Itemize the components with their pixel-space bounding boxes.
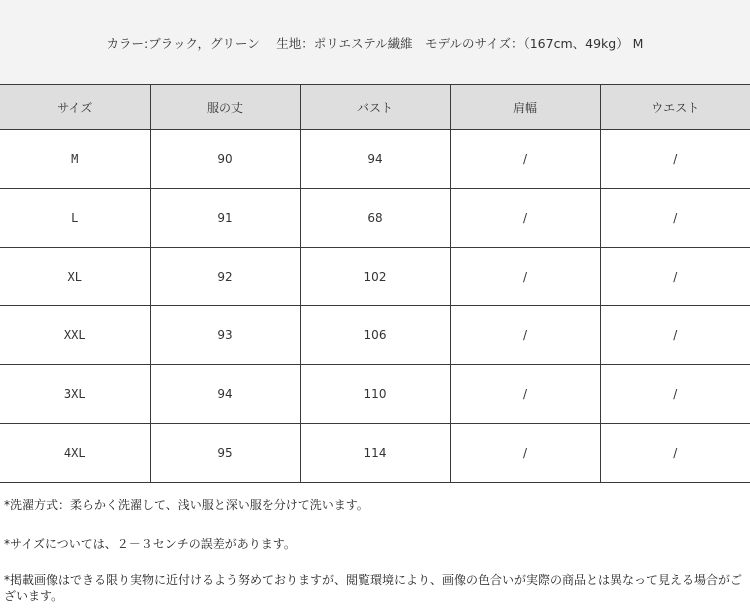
size-cell: XXL: [0, 306, 150, 365]
washing-note: *洗濯方式：柔らかく洗濯して、浅い服と深い服を分けて洗います。: [4, 498, 369, 512]
color-disclaimer-note: *掲載画像はできる限り実物に近付けるよう努めておりますが、閲覧環境により、画像の色合いが実際の商品とは異なって見える場合がございます。: [4, 573, 743, 603]
table-row: [0, 424, 750, 483]
waist-cell: /: [600, 424, 750, 483]
spec-line: カラー:ブラック，グリーン 生地：ポリエステル繊維 モデルのサイズ：（167cm、49kg） M: [106, 36, 644, 51]
length-cell: 94: [150, 365, 300, 424]
column-header-length: 服の丈: [150, 85, 300, 130]
table-row: [0, 306, 750, 365]
column-header-bust: バスト: [300, 85, 450, 130]
size-cell: 4XL: [0, 424, 150, 483]
column-header-shoulder: 肩幅: [450, 85, 600, 130]
waist-cell: /: [600, 365, 750, 424]
shoulder-cell: /: [450, 130, 600, 189]
size-tolerance-note: *サイズについては、２－３センチの誤差があります。: [4, 537, 296, 551]
bust-cell: 102: [300, 247, 450, 306]
shoulder-cell: /: [450, 247, 600, 306]
size-chart-table: [0, 84, 750, 483]
bust-cell: 68: [300, 188, 450, 247]
waist-cell: /: [600, 306, 750, 365]
size-cell: M: [0, 130, 150, 189]
length-cell: 95: [150, 424, 300, 483]
size-cell: 3XL: [0, 365, 150, 424]
length-cell: 91: [150, 188, 300, 247]
bust-cell: 114: [300, 424, 450, 483]
column-header-size: サイズ: [0, 85, 150, 130]
length-cell: 90: [150, 130, 300, 189]
bust-cell: 106: [300, 306, 450, 365]
size-cell: L: [0, 188, 150, 247]
shoulder-cell: /: [450, 188, 600, 247]
table-header-row: [0, 85, 750, 130]
shoulder-cell: /: [450, 424, 600, 483]
size-cell: XL: [0, 247, 150, 306]
waist-cell: /: [600, 247, 750, 306]
table-row: [0, 130, 750, 189]
bust-cell: 94: [300, 130, 450, 189]
column-header-waist: ウエスト: [600, 85, 750, 130]
bust-cell: 110: [300, 365, 450, 424]
waist-cell: /: [600, 188, 750, 247]
length-cell: 93: [150, 306, 300, 365]
table-row: [0, 188, 750, 247]
table-row: [0, 247, 750, 306]
shoulder-cell: /: [450, 306, 600, 365]
length-cell: 92: [150, 247, 300, 306]
spec-header: [0, 0, 750, 84]
shoulder-cell: /: [450, 365, 600, 424]
waist-cell: /: [600, 130, 750, 189]
table-row: [0, 365, 750, 424]
